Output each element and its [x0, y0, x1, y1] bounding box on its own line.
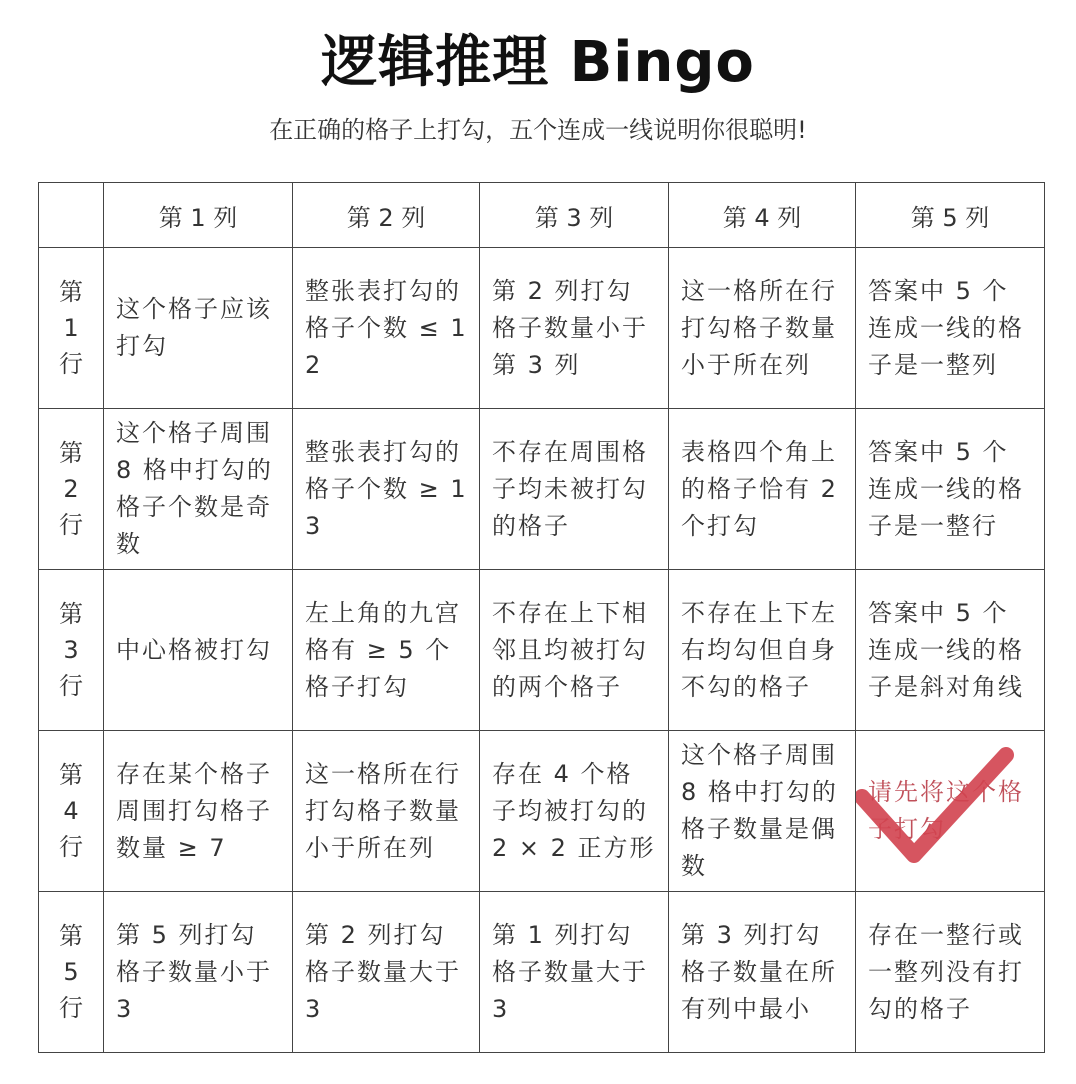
grid-row-2	[39, 409, 1045, 570]
cell-text: 中心格被打勾	[116, 635, 272, 664]
cell-text: 存在一整行或一整列没有打勾的格子	[868, 920, 1024, 1023]
cell-text: 这个格子周围 8 格中打勾的格子个数是奇数	[116, 419, 273, 558]
column-header-4: 第 4 列	[669, 183, 856, 248]
bingo-cell-r4-c4[interactable]	[669, 731, 856, 892]
bingo-cell-r5-c5[interactable]	[856, 892, 1045, 1053]
cell-text: 不存在上下相邻且均被打勾的两个格子	[492, 598, 648, 701]
row-header-number: 3	[63, 636, 79, 664]
page-subtitle: 在正确的格子上打勾，五个连成一线说明你很聪明!	[269, 116, 807, 144]
bingo-cell-r1-c1[interactable]	[104, 248, 293, 409]
corner-cell	[39, 183, 104, 248]
cell-text: 这一格所在行打勾格子数量小于所在列	[305, 759, 461, 862]
bingo-cell-r5-c3[interactable]	[480, 892, 669, 1053]
row-header-number: 5	[63, 958, 79, 986]
row-header-label: 行	[59, 833, 83, 861]
bingo-cell-r5-c4[interactable]	[669, 892, 856, 1053]
row-header-4	[39, 731, 104, 892]
row-header-number: 1	[63, 314, 79, 342]
bingo-cell-r1-c2[interactable]	[293, 248, 480, 409]
grid-row-3	[39, 570, 1045, 731]
bingo-cell-r3-c3[interactable]	[480, 570, 669, 731]
column-header-2: 第 2 列	[293, 183, 480, 248]
bingo-cell-r4-c2[interactable]	[293, 731, 480, 892]
row-header-5	[39, 892, 104, 1053]
cell-text: 答案中 5 个连成一线的格子是一整行	[868, 437, 1024, 540]
cell-text: 存在 4 个格子均被打勾的 2 × 2 正方形	[492, 759, 656, 862]
grid-row-5	[39, 892, 1045, 1053]
column-header-5: 第 5 列	[856, 183, 1045, 248]
cell-text: 答案中 5 个连成一线的格子是一整列	[868, 276, 1024, 379]
bingo-cell-r4-c1[interactable]	[104, 731, 293, 892]
bingo-cell-r1-c4[interactable]	[669, 248, 856, 409]
row-header-3	[39, 570, 104, 731]
row-header-label: 第	[59, 439, 83, 467]
bingo-cell-r2-c3[interactable]	[480, 409, 669, 570]
bingo-grid	[38, 182, 1045, 1053]
cell-text: 不存在周围格子均未被打勾的格子	[492, 437, 648, 540]
row-header-label: 第	[59, 278, 83, 306]
row-header-number: 4	[63, 797, 79, 825]
bingo-cell-r4-c5[interactable]	[856, 731, 1045, 892]
cell-text: 这个格子应该打勾	[116, 295, 272, 360]
cell-text: 左上角的九宫格有 ≥ 5 个格子打勾	[305, 598, 461, 701]
row-header-label: 行	[59, 350, 83, 378]
row-header-label: 行	[59, 511, 83, 539]
bingo-cell-r2-c4[interactable]	[669, 409, 856, 570]
bingo-cell-r1-c5[interactable]	[856, 248, 1045, 409]
row-header-number: 2	[63, 475, 79, 503]
grid-row-4	[39, 731, 1045, 892]
cell-text: 整张表打勾的格子个数 ≥ 13	[305, 437, 468, 540]
bingo-cell-r5-c1[interactable]	[104, 892, 293, 1053]
cell-text: 第 3 列打勾格子数量在所有列中最小	[681, 920, 837, 1023]
bingo-cell-r4-c3[interactable]	[480, 731, 669, 892]
bingo-cell-r3-c5[interactable]	[856, 570, 1045, 731]
row-header-label: 第	[59, 761, 83, 789]
cell-text: 第 2 列打勾格子数量大于 3	[305, 920, 461, 1023]
bingo-cell-r2-c1[interactable]	[104, 409, 293, 570]
row-header-2	[39, 409, 104, 570]
bingo-cell-r2-c2[interactable]	[293, 409, 480, 570]
page-title: 逻辑推理 Bingo	[321, 30, 755, 95]
cell-text: 整张表打勾的格子个数 ≤ 12	[305, 276, 468, 379]
cell-text: 这一格所在行打勾格子数量小于所在列	[681, 276, 837, 379]
bingo-cell-r3-c4[interactable]	[669, 570, 856, 731]
bingo-cell-r2-c5[interactable]	[856, 409, 1045, 570]
cell-text: 这个格子周围 8 格中打勾的格子数量是偶数	[681, 741, 838, 880]
row-header-label: 行	[59, 994, 83, 1022]
column-header-1: 第 1 列	[104, 183, 293, 248]
cell-text: 第 2 列打勾格子数量小于第 3 列	[492, 276, 648, 379]
cell-text: 表格四个角上的格子恰有 2 个打勾	[681, 437, 838, 540]
column-header-3: 第 3 列	[480, 183, 669, 248]
cell-text: 不存在上下左右均勾但自身不勾的格子	[681, 598, 837, 701]
bingo-cell-r1-c3[interactable]	[480, 248, 669, 409]
cell-text: 第 1 列打勾格子数量大于 3	[492, 920, 648, 1023]
cell-text: 存在某个格子周围打勾格子数量 ≥ 7	[116, 759, 272, 862]
row-header-label: 行	[59, 672, 83, 700]
row-header-label: 第	[59, 922, 83, 950]
row-header-label: 第	[59, 600, 83, 628]
cell-text: 答案中 5 个连成一线的格子是斜对角线	[868, 598, 1024, 701]
cell-text: 第 5 列打勾格子数量小于 3	[116, 920, 272, 1023]
header-row	[39, 183, 1045, 248]
bingo-cell-r3-c2[interactable]	[293, 570, 480, 731]
bingo-cell-r5-c2[interactable]	[293, 892, 480, 1053]
cell-text-hint: 请先将这个格子打勾	[868, 778, 1024, 843]
row-header-1	[39, 248, 104, 409]
grid-row-1	[39, 248, 1045, 409]
bingo-cell-r3-c1[interactable]	[104, 570, 293, 731]
